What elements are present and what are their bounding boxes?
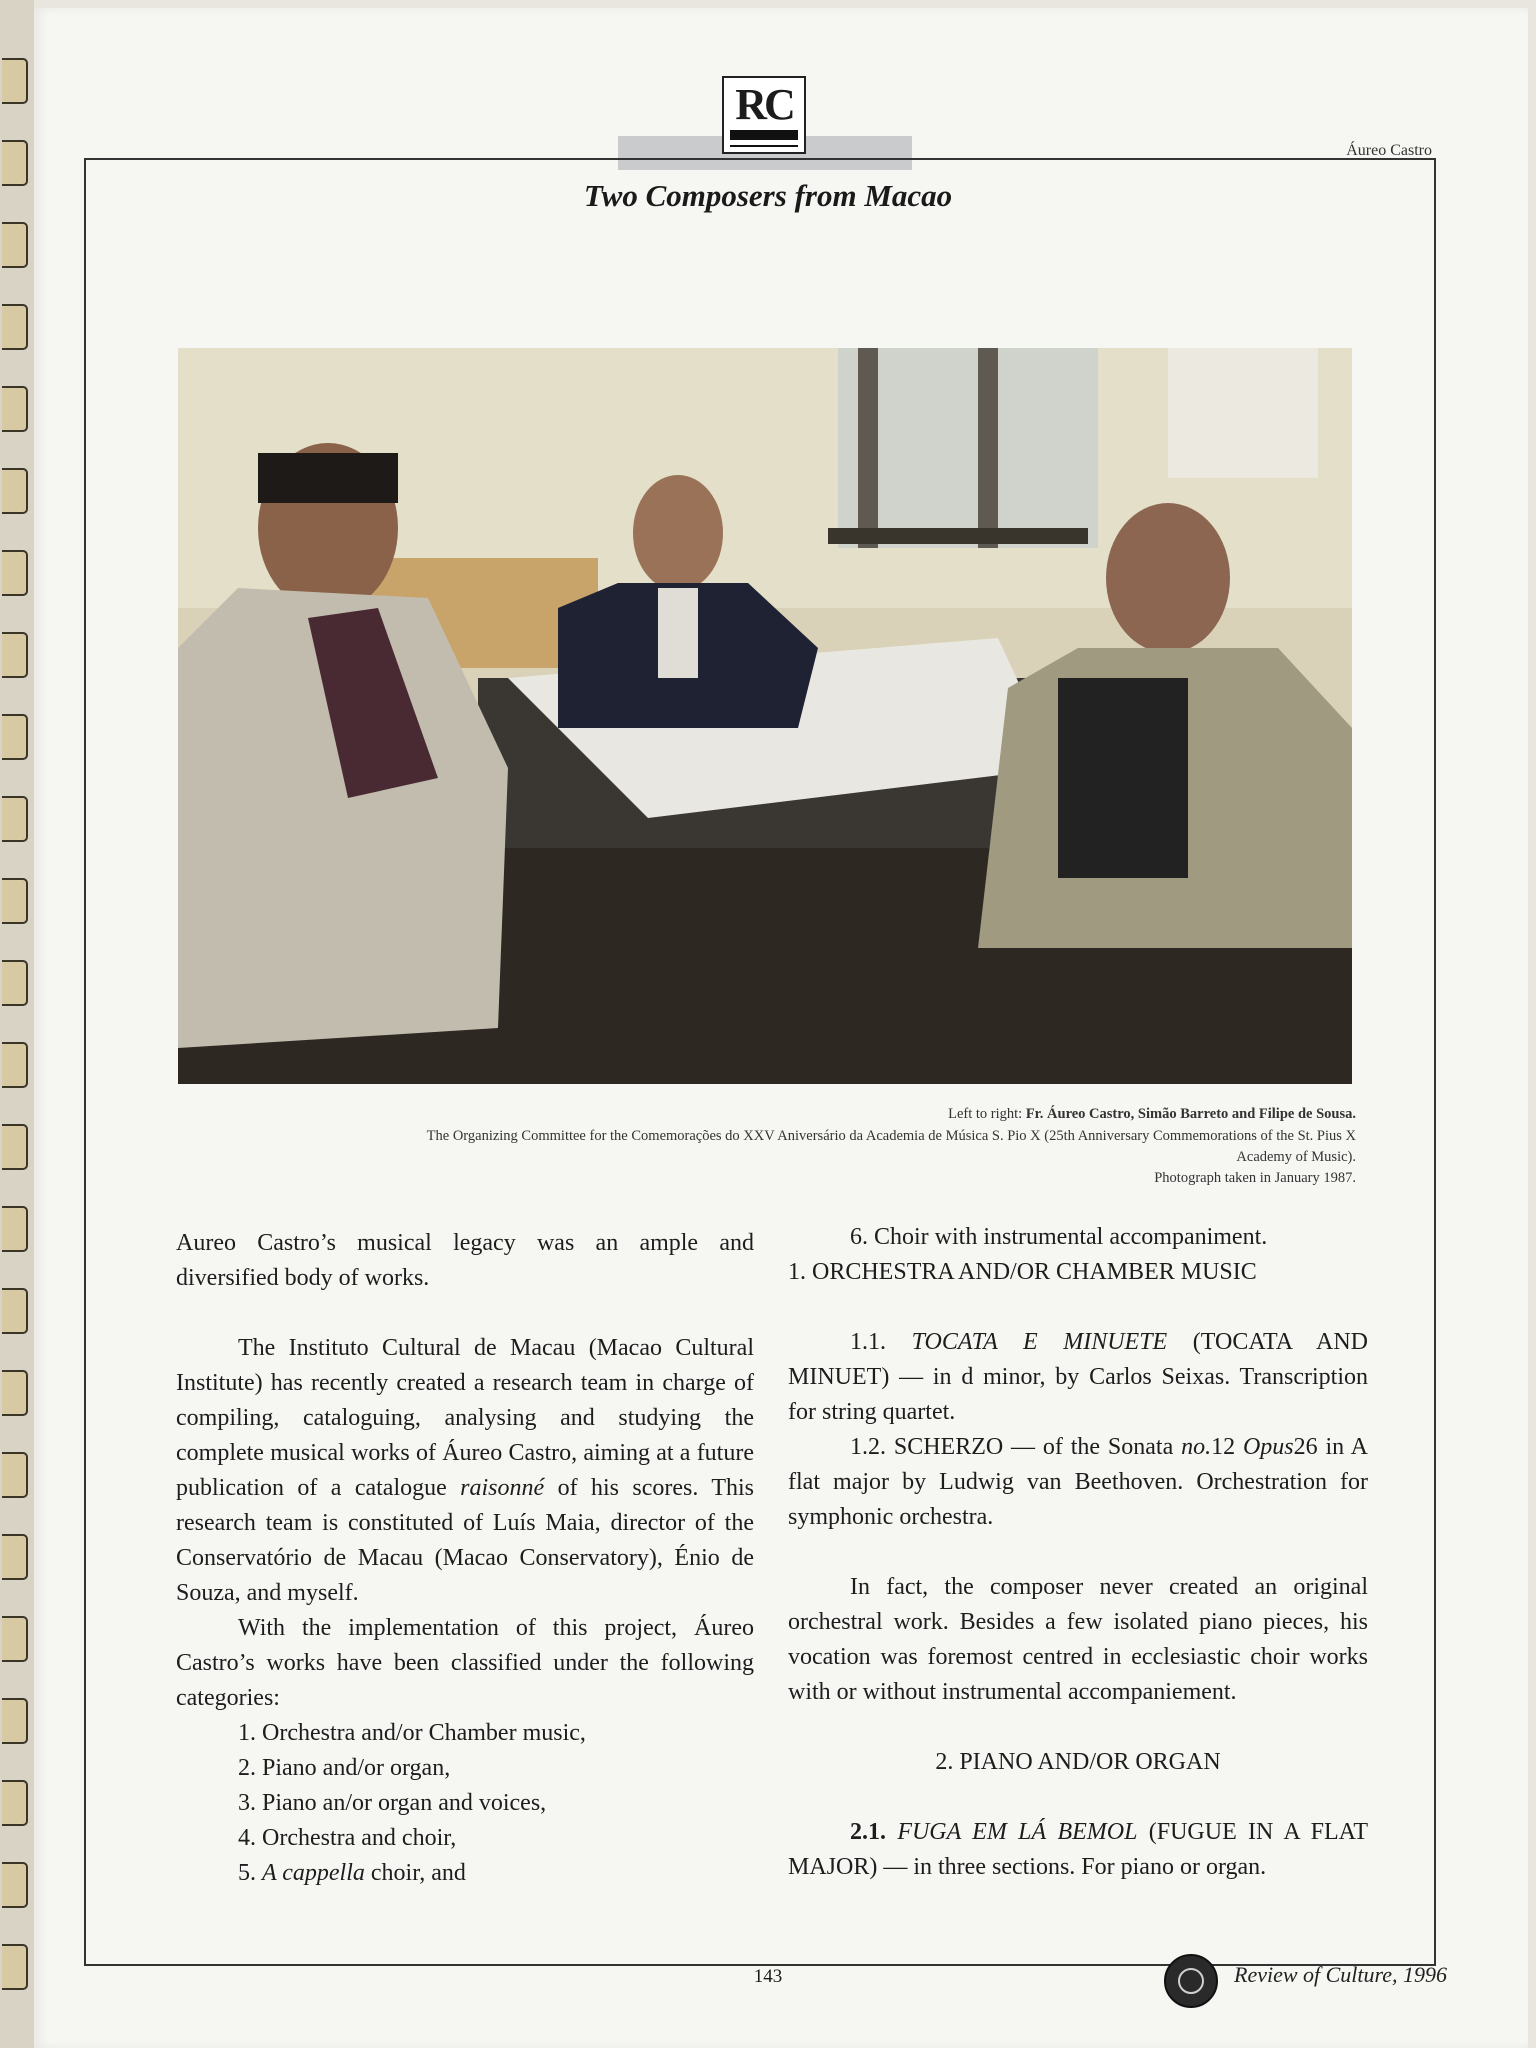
category-item: 4. Orchestra and choir,	[238, 1825, 457, 1851]
group-photograph	[178, 348, 1352, 1084]
binding-ring	[2, 960, 28, 1006]
binding-ring	[2, 58, 28, 104]
binding-ring	[2, 386, 28, 432]
category-item: 6. Choir with instrumental accompaniment.	[850, 1224, 1268, 1250]
binding-ring	[2, 1042, 28, 1088]
caption-date: Photograph taken in January 1987.	[1154, 1170, 1356, 1186]
paragraph-categories: With the implementation of this project, Áureo Castro’s works have been classified under the following categories:	[176, 1615, 754, 1711]
binding-ring	[2, 1206, 28, 1252]
caption-description: The Organizing Committee for the Comemorações do XXV Aniversário da Academia de Música S. Pio X (25th Anniversary Commemorations of the St. Pius X	[426, 1128, 1356, 1144]
binding-ring	[2, 1452, 28, 1498]
paragraph-research-team: The Instituto Cultural de Macau (Macao Cultural Institute) has recently created a research team in charge of compiling, cataloguing, analysing and studying the complete musical works of Áureo Castro, aiming at a future publication of a catalogue raisonné of his scores. This research team is constituted of Luís Maia, director of the Conservatório de Macau (Macao Conservatory), Énio de Souza, and myself.	[176, 1335, 754, 1606]
caption-credits	[156, 1104, 1356, 1125]
binding-ring	[2, 550, 28, 596]
category-item: 1. Orchestra and/or Chamber music,	[238, 1720, 586, 1746]
category-item: 5. A cappella choir, and	[238, 1860, 466, 1886]
binding-ring	[2, 1616, 28, 1662]
binding-ring	[2, 468, 28, 514]
right-column	[788, 1220, 1368, 1885]
paragraph-in-fact: In fact, the composer never created an original orchestral work. Besides a few isolated piano pieces, his vocation was foremost centred in ecclesiastic choir works with or without instrumental accompaniement.	[788, 1574, 1368, 1705]
logo-text: RC	[735, 80, 793, 129]
binding-ring	[2, 714, 28, 760]
binding-ring	[2, 796, 28, 842]
entry-fuga: 2.1. FUGA EM LÁ BEMOL (FUGUE IN A FLAT MAJOR) — in three sections. For piano or organ.	[788, 1819, 1369, 1880]
running-head-author: Áureo Castro	[1346, 142, 1432, 159]
binding-ring	[2, 632, 28, 678]
section-heading: 2. PIANO AND/OR ORGAN	[935, 1749, 1221, 1775]
paragraph-intro: Aureo Castro’s musical legacy was an ample and diversified body of works.	[176, 1230, 754, 1291]
article-title: Two Composers from Macao	[583, 178, 953, 213]
caption-description-cont: Academy of Music).	[1236, 1149, 1356, 1165]
rc-logo	[722, 76, 806, 154]
binding-ring	[2, 1780, 28, 1826]
category-item: 2. Piano and/or organ,	[238, 1755, 451, 1781]
page-number: 143	[753, 1966, 783, 1987]
spiral-binding	[0, 0, 34, 2048]
binding-ring	[2, 222, 28, 268]
binding-ring	[2, 1124, 28, 1170]
section-heading: 1. ORCHESTRA AND/OR CHAMBER MUSIC	[788, 1259, 1257, 1285]
journal-title: Review of Culture, 1996	[1234, 1962, 1448, 1987]
binding-ring	[2, 1862, 28, 1908]
category-item: 3. Piano an/or organ and voices,	[238, 1790, 547, 1816]
binding-ring	[2, 1370, 28, 1416]
binding-ring	[2, 304, 28, 350]
entry-scherzo: 1.2. SCHERZO — of the Sonata no.12 Opus26 in A flat major by Ludwig van Beethoven. Orchestration for symphonic orchestra.	[788, 1434, 1369, 1530]
binding-ring	[2, 1534, 28, 1580]
binding-ring	[2, 1288, 28, 1334]
caption-prefix: Left to right:	[948, 1106, 1026, 1122]
binding-ring	[2, 1698, 28, 1744]
entry-tocata: 1.1. TOCATA E MINUETE (TOCATA AND MINUET) — in d minor, by Carlos Seixas. Transcription for string quartet.	[788, 1329, 1369, 1425]
left-column	[176, 1226, 754, 1891]
journal-seal-icon	[1164, 1954, 1218, 2008]
caption-names: Fr. Áureo Castro, Simão Barreto and Filipe de Sousa.	[1025, 1106, 1356, 1122]
binding-ring	[2, 878, 28, 924]
